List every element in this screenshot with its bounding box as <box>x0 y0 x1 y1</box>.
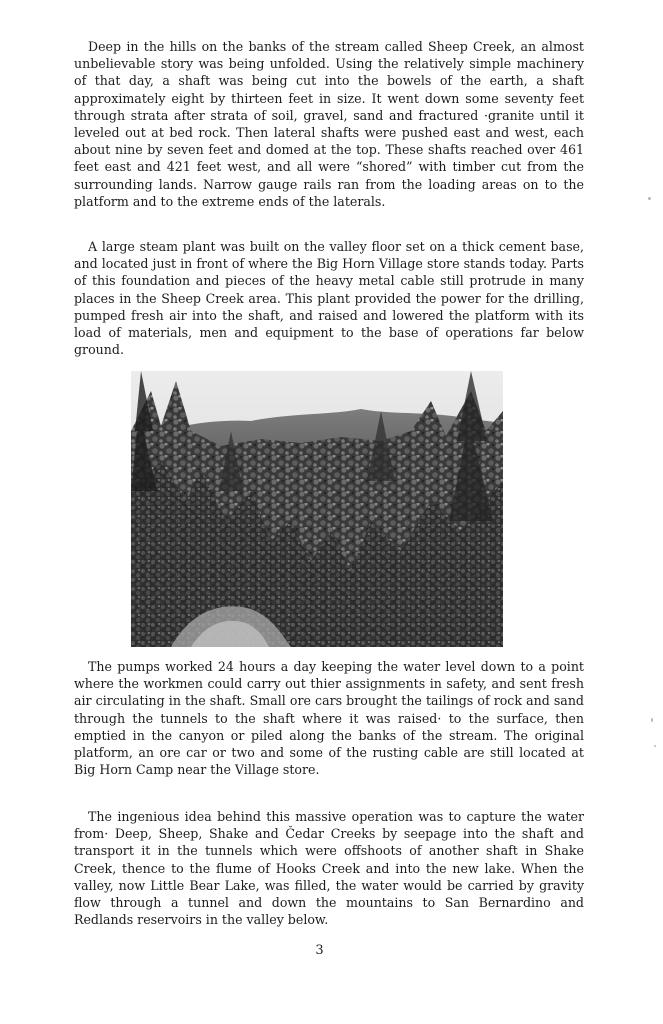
paragraph-3: The pumps worked 24 hours a day keeping the water level down to a point where the workmen could carry out thier assignments in safety, and sent fresh air circulating in the shaft. Small ore cars brought the tailings of rock and sand through the tunnels to the shaft where it was raised· to the surface, then emptied in the canyon or piled along the banks of the stream. The original platform, an ore car or two and some of the rusting cable are still located at Big Horn Camp near the Village store. <box>74 659 584 778</box>
paragraph-1: Deep in the hills on the banks of the stream called Sheep Creek, an almost unbelievable story was being unfolded. Using the relatively simple machinery of that day, a shaft was being cut into the bowels of the earth, a shaft approximately eight by thirteen feet in size. It went down some seventy feet through strata after strata of soil, gravel, sand and fractured ·granite until it leveled out at bed rock. Then lateral shafts were pushed east and west, each about nine by seven feet and domed at the top. These shafts reached over 461 feet east and 421 feet west, and all were “shored” with timber cut from the surrounding lands. Narrow gauge rails ran from the loading areas on to the platform and to the extreme ends of the laterals. <box>74 39 584 209</box>
forest-photo-image <box>131 371 503 647</box>
page-number: 3 <box>315 943 324 958</box>
paragraph-2: A large steam plant was built on the valley floor set on a thick cement base, and located just in front of where the Big Horn Village store stands today. Parts of this foundation and pieces of the heavy metal cable still protrude in many places in the Sheep Creek area. This plant provided the power for the drilling, pumped fresh air into the shaft, and raised and lowered the platform with its load of materials, men and equipment to the base of operations far below ground. <box>74 239 584 358</box>
paper-speck <box>651 718 653 722</box>
paragraph-4: The ingenious idea behind this massive operation was to capture the water from· Deep, Sheep, Shake and Čedar Creeks by seepage into the shaft and transport it in the tunnels which were offshoots of another shaft in Shake Creek, thence to the flume of Hooks Creek and into the new lake. When the valley, now Little Bear Lake, was filled, the water would be carried by gravity flow through a tunnel and down the mountains to San Bernardino and Redlands reservoirs in the valley below. <box>74 809 584 928</box>
paper-speck <box>648 197 651 200</box>
forest-photograph <box>131 371 503 647</box>
paper-speck <box>654 745 656 747</box>
